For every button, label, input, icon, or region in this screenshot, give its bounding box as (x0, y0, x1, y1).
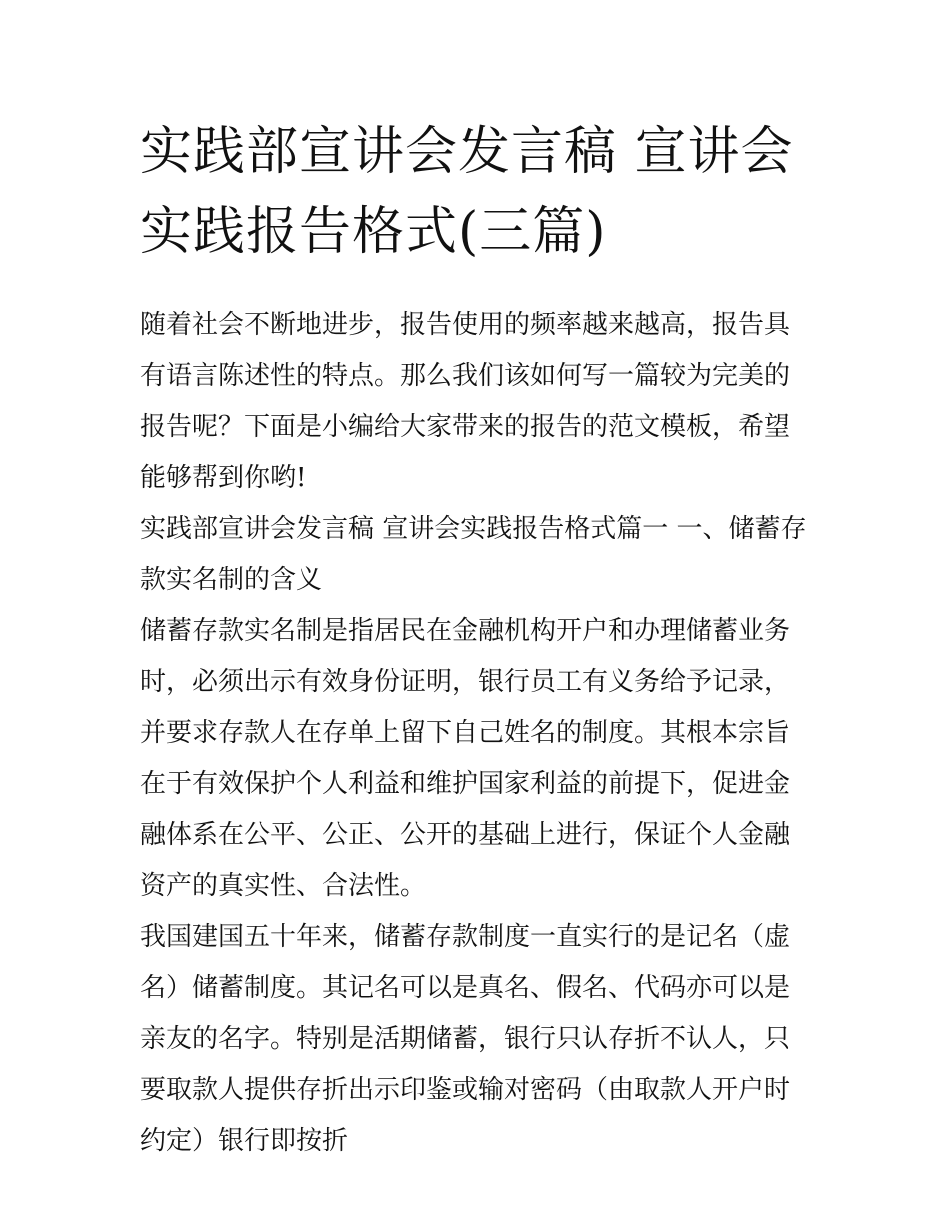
section-heading-paragraph: 实践部宣讲会发言稿 宣讲会实践报告格式篇一 一、储蓄存款实名制的含义 (140, 514, 807, 595)
intro-paragraph: 随着社会不断地进步，报告使用的频率越来越高，报告具有语言陈述性的特点。那么我们该如何写一篇较为完美的报告呢？下面是小编给大家带来的报告的范文模板，希望能够帮到你哟! (140, 310, 791, 493)
document-page (140, 112, 815, 1167)
document-title: 实践部宣讲会发言稿 宣讲会实践报告格式(三篇) (140, 122, 794, 262)
history-paragraph: 我国建国五十年来，储蓄存款制度一直实行的是记名（虚名）储蓄制度。其记名可以是真名、假名、代码亦可以是亲友的名字。特别是活期储蓄，银行只认存折不认人，只要取款人提供存折出示印鉴或输对密码（由取款人开户时约定）银行即按折 (140, 922, 791, 1156)
document-body (140, 300, 815, 1167)
definition-paragraph: 储蓄存款实名制是指居民在金融机构开户和办理储蓄业务时，必须出示有效身份证明，银行员工有义务给予记录，并要求存款人在存单上留下自己姓名的制度。其根本宗旨在于有效保护个人利益和维护国家利益的前提下，促进金融体系在公平、公正、公开的基础上进行，保证个人金融资产的真实性、合法性。 (140, 616, 791, 901)
